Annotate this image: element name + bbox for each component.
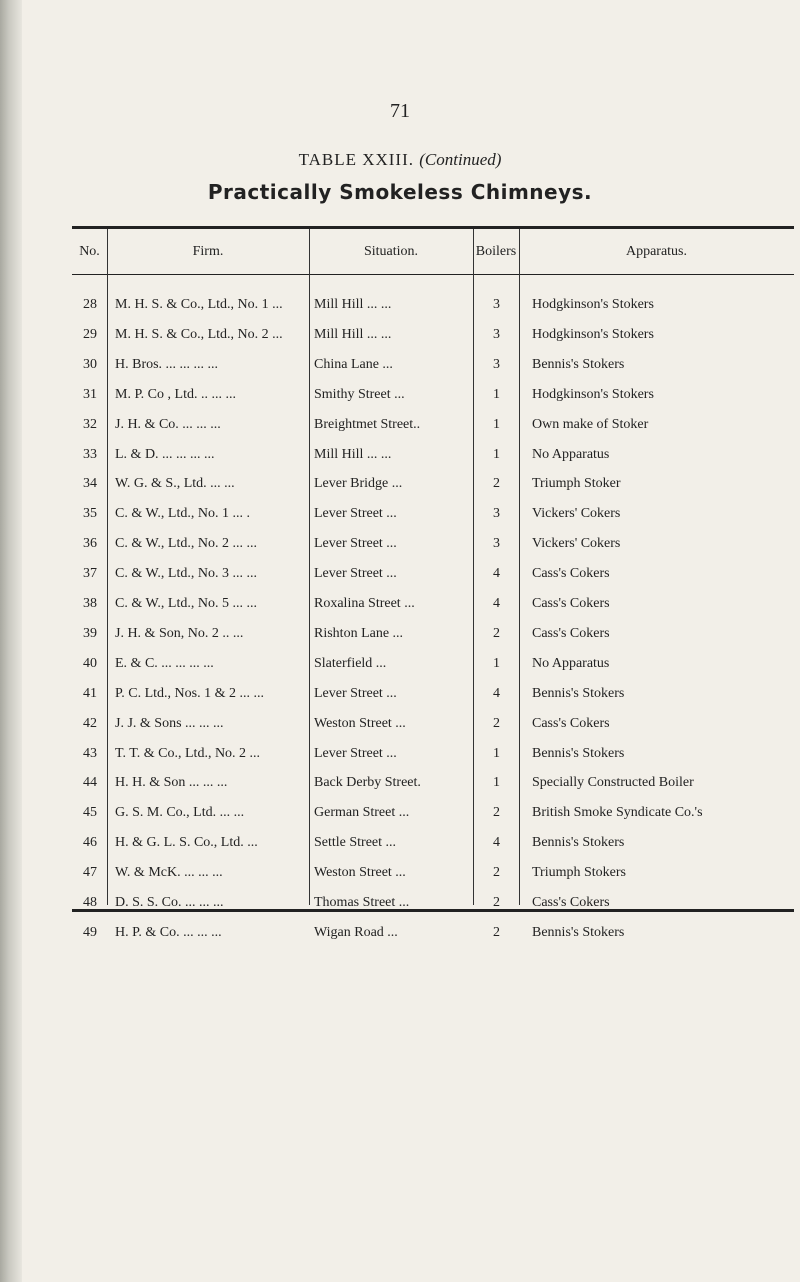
table-row <box>72 469 794 499</box>
cell-no: 42 <box>83 715 97 731</box>
table-row <box>72 380 794 410</box>
cell-firm: J. H. & Co. ... ... ... <box>115 416 221 432</box>
cell-boilers: 3 <box>493 297 500 312</box>
cell-no: 45 <box>83 805 97 821</box>
table-row <box>72 709 794 739</box>
table-row <box>72 798 794 828</box>
cell-boilers: 3 <box>493 506 500 522</box>
header-situation: Situation. <box>363 244 419 259</box>
cell-situation: Lever Street ... <box>314 536 397 552</box>
cell-firm: J. J. & Sons ... ... ... <box>115 715 224 731</box>
cell-no: 29 <box>83 326 97 342</box>
cell-boilers: 2 <box>493 476 500 492</box>
table-row <box>72 499 794 529</box>
cell-apparatus: Bennis's Stokers <box>532 685 625 701</box>
cell-firm: P. C. Ltd., Nos. 1 & 2 ... ... <box>115 685 264 701</box>
cell-boilers: 4 <box>493 566 500 582</box>
cell-apparatus: Cass's Cokers <box>532 895 610 910</box>
cell-no: 34 <box>83 476 97 492</box>
table-row <box>72 589 794 619</box>
table-row <box>72 888 794 918</box>
cell-firm: C. & W., Ltd., No. 2 ... ... <box>115 536 257 552</box>
table-row <box>72 410 794 440</box>
cell-apparatus: Cass's Cokers <box>532 566 610 582</box>
cell-boilers: 2 <box>493 865 500 881</box>
cell-boilers: 2 <box>493 805 500 821</box>
cell-no: 35 <box>83 506 97 522</box>
cell-boilers: 1 <box>493 446 500 462</box>
cell-firm: H. Bros. ... ... ... ... <box>115 356 219 372</box>
cell-situation: Weston Street ... <box>314 865 406 881</box>
cell-apparatus: British Smoke Syndicate Co.'s <box>532 805 703 821</box>
cell-no: 39 <box>83 625 97 641</box>
cell-no: 43 <box>83 745 97 761</box>
cell-no: 37 <box>83 566 97 582</box>
cell-firm: C. & W., Ltd., No. 1 ... . <box>115 506 250 522</box>
cell-firm: M. P. Co , Ltd. .. ... ... <box>115 386 236 402</box>
cell-firm: H. H. & Son ... ... ... <box>115 775 228 791</box>
cell-firm: H. & G. L. S. Co., Ltd. ... <box>115 835 258 851</box>
cell-no: 33 <box>83 446 97 462</box>
cell-no: 41 <box>83 685 97 701</box>
cell-apparatus: Bennis's Stokers <box>532 924 625 940</box>
table-row <box>72 828 794 858</box>
cell-situation: Slaterfield ... <box>314 655 387 671</box>
cell-apparatus: Vickers' Cokers <box>532 506 621 522</box>
table-row <box>72 290 794 320</box>
header-apparatus: Apparatus. <box>625 244 688 259</box>
cell-situation: Wigan Road ... <box>314 924 398 940</box>
cell-no: 44 <box>83 775 97 791</box>
table-row <box>72 619 794 649</box>
table-row <box>72 768 794 798</box>
cell-situation: Mill Hill ... ... <box>314 446 392 462</box>
cell-boilers: 4 <box>493 685 500 701</box>
cell-boilers: 1 <box>493 745 500 761</box>
cell-no: 28 <box>83 297 97 312</box>
cell-boilers: 4 <box>493 596 500 611</box>
table-row <box>72 529 794 559</box>
cell-no: 36 <box>83 536 97 552</box>
cell-firm: J. H. & Son, No. 2 .. ... <box>115 625 244 641</box>
cell-firm: C. & W., Ltd., No. 5 ... ... <box>115 596 257 611</box>
cell-boilers: 3 <box>493 356 500 372</box>
cell-boilers: 1 <box>493 655 500 671</box>
cell-apparatus: Cass's Cokers <box>532 625 610 641</box>
cell-firm: G. S. M. Co., Ltd. ... ... <box>115 805 245 821</box>
table-row <box>72 350 794 380</box>
cell-apparatus: Hodgkinson's Stokers <box>532 386 654 402</box>
cell-boilers: 2 <box>493 715 500 731</box>
cell-firm: M. H. S. & Co., Ltd., No. 2 ... <box>115 326 283 342</box>
table-row <box>72 440 794 470</box>
cell-situation: Mill Hill ... ... <box>314 297 392 312</box>
cell-situation: China Lane ... <box>314 356 393 372</box>
cell-apparatus: No Apparatus <box>532 446 610 462</box>
header-boilers: Boilers <box>475 244 517 259</box>
cell-situation: German Street ... <box>314 805 410 821</box>
cell-apparatus: Hodgkinson's Stokers <box>532 326 654 342</box>
cell-situation: Lever Street ... <box>314 566 397 582</box>
table-continued-label: (Continued) <box>419 150 502 169</box>
cell-apparatus: No Apparatus <box>532 655 610 671</box>
table-row <box>72 858 794 888</box>
table-subtitle: Practically Smokeless Chimneys. <box>207 180 593 204</box>
cell-boilers: 3 <box>493 326 500 342</box>
cell-situation: Breightmet Street.. <box>314 416 421 432</box>
cell-apparatus: Vickers' Cokers <box>532 536 621 552</box>
cell-firm: T. T. & Co., Ltd., No. 2 ... <box>115 745 261 761</box>
cell-no: 38 <box>83 596 97 611</box>
cell-boilers: 1 <box>493 386 500 402</box>
cell-apparatus: Specially Constructed Boiler <box>532 775 694 791</box>
cell-boilers: 2 <box>493 924 500 940</box>
header-rule <box>72 274 794 275</box>
cell-apparatus: Triumph Stoker <box>532 476 621 492</box>
cell-no: 32 <box>83 416 97 432</box>
header-firm: Firm. <box>192 244 224 259</box>
page-number: 71 <box>390 100 410 122</box>
cell-situation: Thomas Street ... <box>314 895 410 910</box>
cell-no: 31 <box>83 386 97 402</box>
table-row <box>72 679 794 709</box>
cell-boilers: 4 <box>493 835 500 851</box>
cell-no: 48 <box>83 895 97 910</box>
cell-apparatus: Triumph Stokers <box>532 865 627 881</box>
cell-boilers: 2 <box>493 625 500 641</box>
cell-situation: Rishton Lane ... <box>314 625 404 641</box>
cell-firm: D. S. S. Co. ... ... ... <box>115 895 224 910</box>
table-row <box>72 918 794 948</box>
cell-boilers: 1 <box>493 775 500 791</box>
table-row <box>72 739 794 769</box>
cell-no: 40 <box>83 655 97 671</box>
cell-situation: Weston Street ... <box>314 715 406 731</box>
cell-firm: H. P. & Co. ... ... ... <box>115 924 222 940</box>
cell-situation: Lever Bridge ... <box>314 476 403 492</box>
table-title <box>0 150 800 170</box>
cell-situation: Mill Hill ... ... <box>314 326 392 342</box>
cell-apparatus: Hodgkinson's Stokers <box>532 297 654 312</box>
cell-apparatus: Cass's Cokers <box>532 715 610 731</box>
cell-apparatus: Cass's Cokers <box>532 596 610 611</box>
header-no: No. <box>79 244 100 259</box>
cell-no: 46 <box>83 835 97 851</box>
cell-situation: Lever Street ... <box>314 506 397 522</box>
cell-firm: W. & McK. ... ... ... <box>115 865 223 881</box>
cell-situation: Roxalina Street ... <box>314 596 415 611</box>
table-row <box>72 559 794 589</box>
table-row <box>72 649 794 679</box>
cell-boilers: 1 <box>493 416 500 432</box>
table-title-label: TABLE XXIII. <box>298 150 415 169</box>
cell-firm: L. & D. ... ... ... ... <box>115 446 215 462</box>
cell-firm: C. & W., Ltd., No. 3 ... ... <box>115 566 257 582</box>
cell-no: 49 <box>83 924 97 940</box>
cell-situation: Smithy Street ... <box>314 386 405 402</box>
cell-apparatus: Bennis's Stokers <box>532 835 625 851</box>
cell-apparatus: Bennis's Stokers <box>532 745 625 761</box>
cell-no: 30 <box>83 356 97 372</box>
cell-apparatus: Own make of Stoker <box>532 416 649 432</box>
cell-situation: Lever Street ... <box>314 745 397 761</box>
cell-situation: Settle Street ... <box>314 835 397 851</box>
cell-firm: M. H. S. & Co., Ltd., No. 1 ... <box>115 297 283 312</box>
cell-boilers: 2 <box>493 895 500 910</box>
cell-no: 47 <box>83 865 97 881</box>
table-row <box>72 320 794 350</box>
cell-boilers: 3 <box>493 536 500 552</box>
cell-firm: E. & C. ... ... ... ... <box>115 655 214 671</box>
cell-situation: Back Derby Street. <box>314 775 421 791</box>
cell-situation: Lever Street ... <box>314 685 397 701</box>
cell-apparatus: Bennis's Stokers <box>532 356 625 372</box>
cell-firm: W. G. & S., Ltd. ... ... <box>115 476 235 492</box>
